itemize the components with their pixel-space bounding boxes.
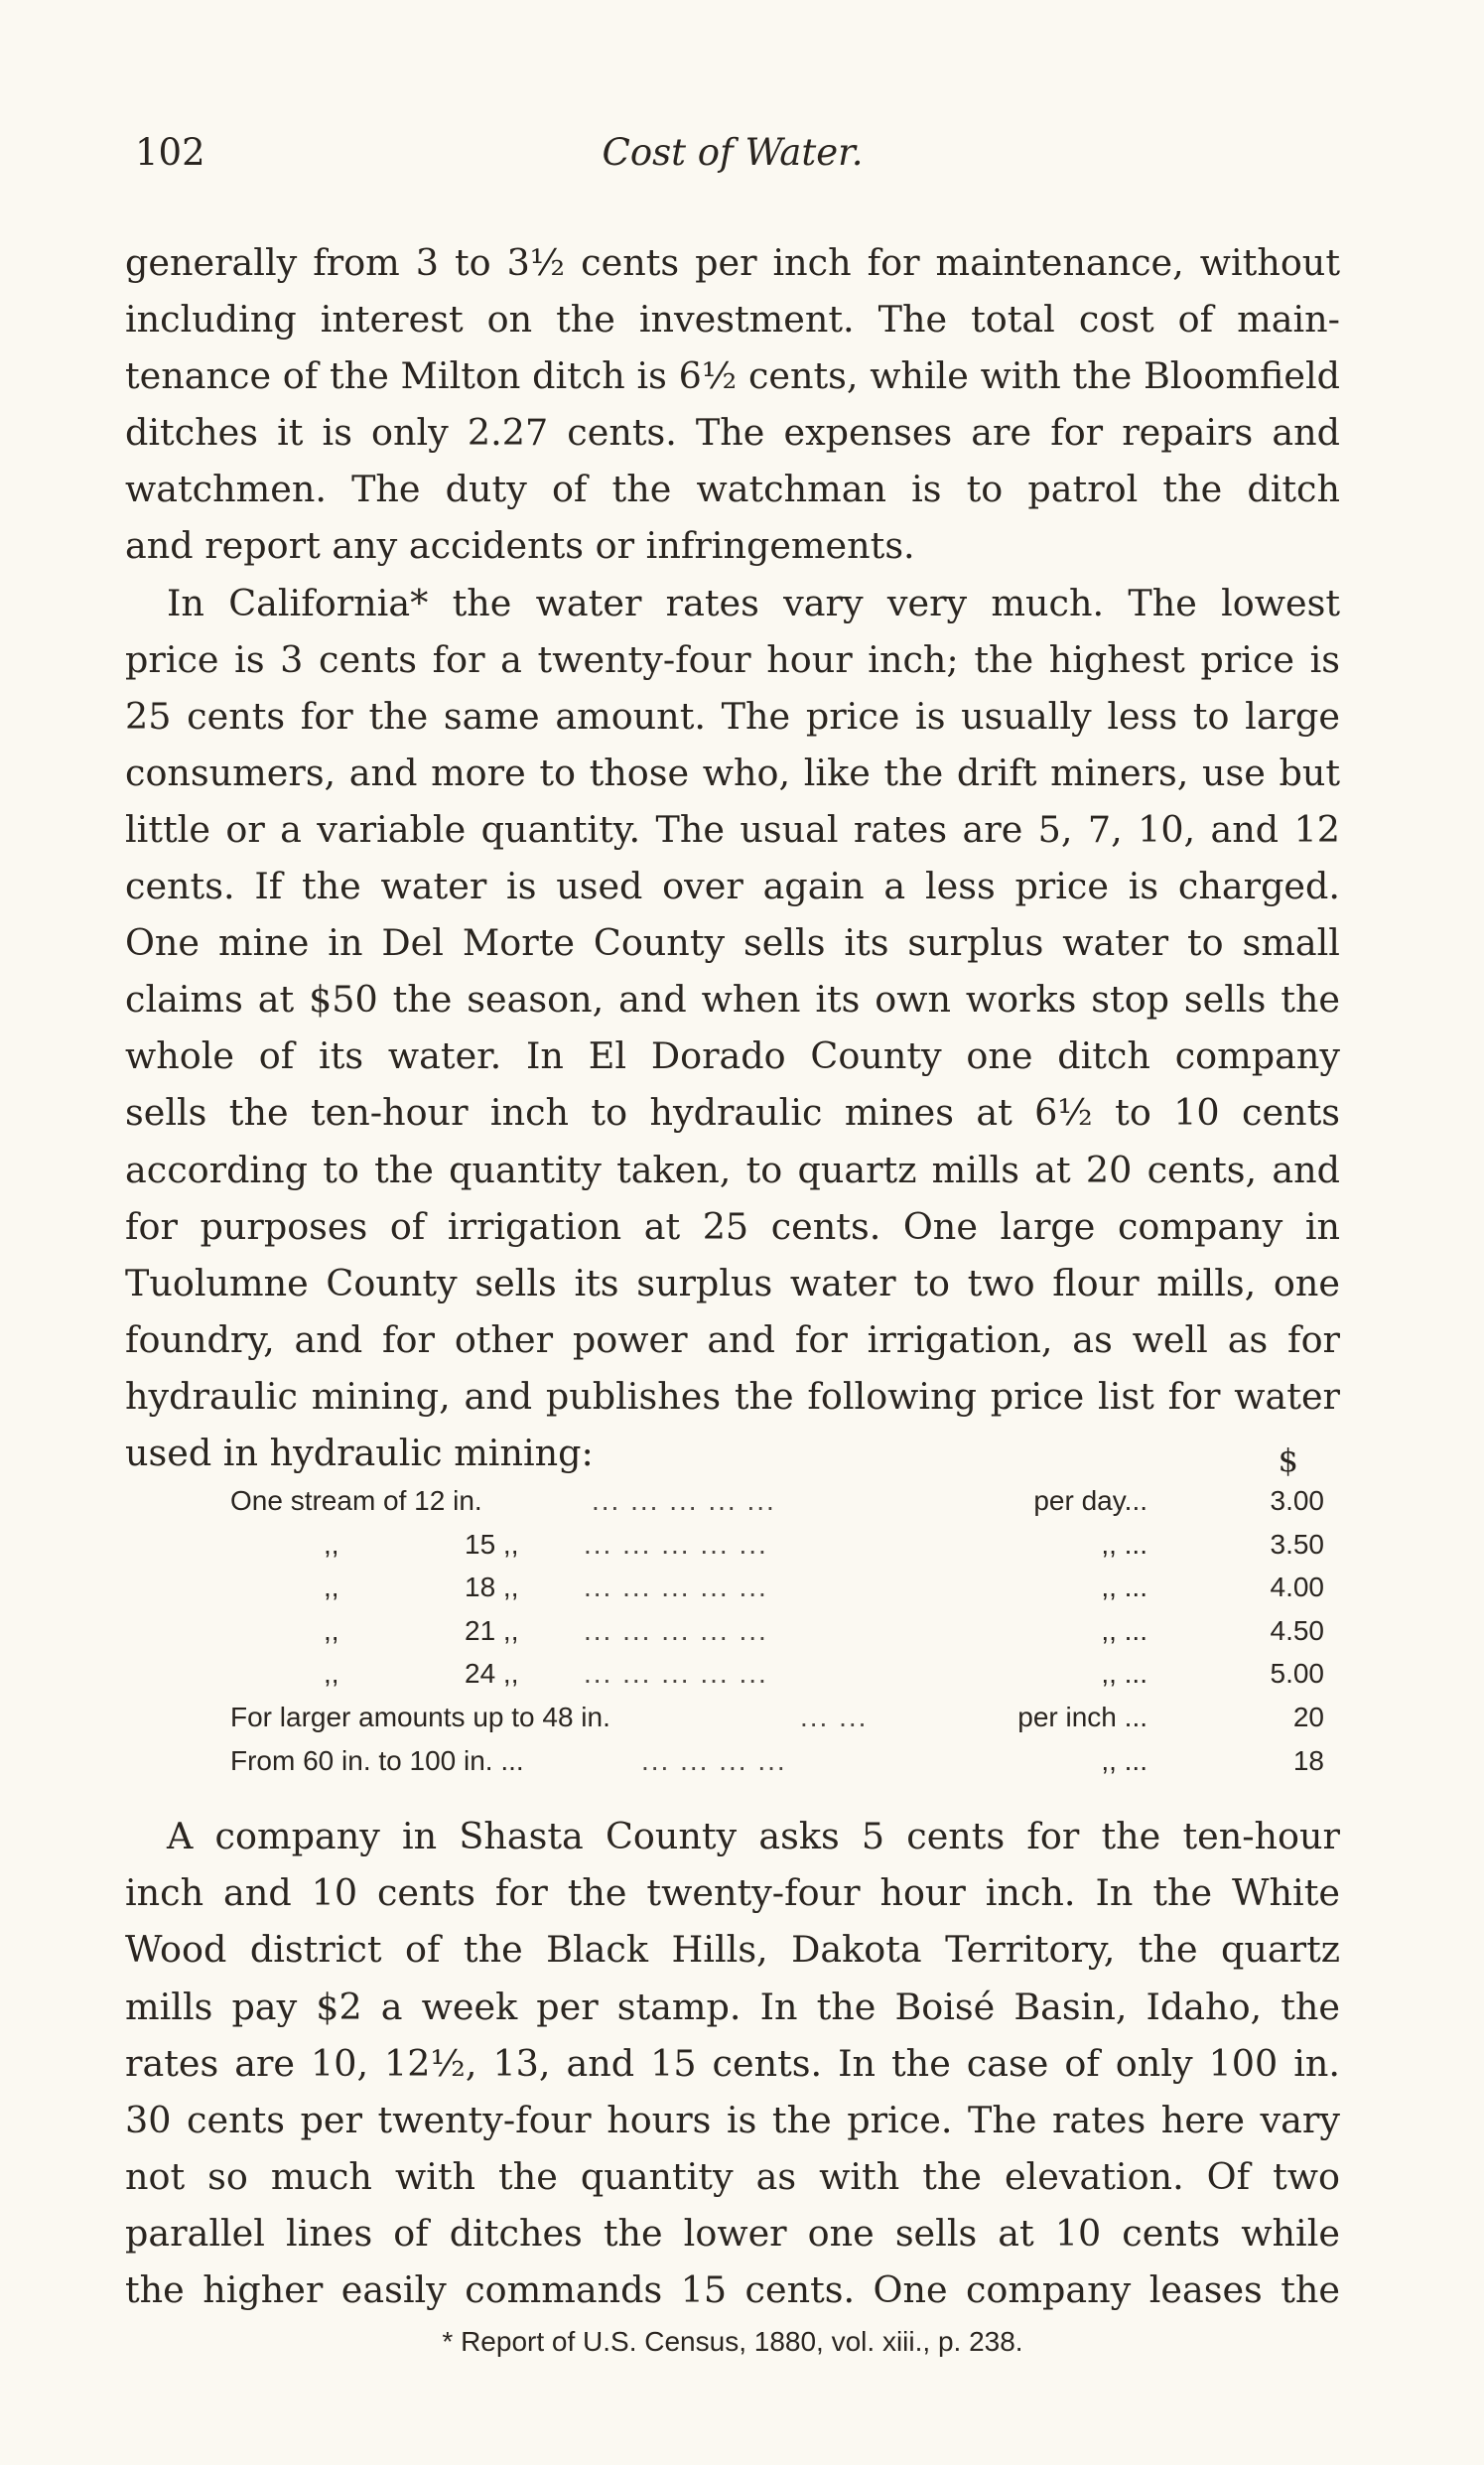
text-line: price is 3 cents for a twenty-four hour inch; the highest price is	[125, 637, 1340, 681]
row-description: From 60 in. to 100 in. ...	[230, 1744, 524, 1776]
row-rate: 3.00	[1270, 1485, 1324, 1517]
text-line: mills pay $2 a week per stamp. In the Boisé Basin, Idaho, the	[125, 1985, 1340, 2028]
body-text	[125, 234, 1340, 2358]
row-stream-size: 15 ,,	[465, 1528, 519, 1560]
book-page	[125, 119, 1340, 2358]
row-stream-size: 24 ,,	[465, 1658, 519, 1690]
text-line: the higher easily commands 15 cents. One company leases the	[125, 2267, 1340, 2311]
row-rate: 18	[1292, 1744, 1324, 1776]
row-leader-dots: ... ... ... ... ...	[584, 1572, 768, 1603]
row-ditto: ,,	[324, 1614, 339, 1646]
row-leader-dots: ... ... ... ... ...	[584, 1614, 768, 1646]
text-line: Wood district of the Black Hills, Dakota Territory, the quartz	[125, 1928, 1340, 1972]
row-leader-dots: ... ...	[800, 1702, 869, 1733]
text-line: sells the ten-hour inch to hydraulic mines at 6½ to 10 cents	[125, 1091, 1340, 1135]
text-line: used in hydraulic mining:	[125, 1431, 594, 1474]
price-row	[125, 1615, 1340, 1659]
row-rate: 4.50	[1270, 1614, 1324, 1646]
paragraph-maintenance	[125, 234, 1340, 575]
price-row	[125, 1485, 1340, 1529]
paragraph-california-rates	[125, 575, 1340, 1482]
text-line: inch and 10 cents for the twenty-four hour inch. In the White	[125, 1871, 1340, 1915]
text-line: In California* the water rates vary very much. The lowest	[167, 581, 1340, 624]
row-rate: 4.00	[1270, 1572, 1324, 1603]
text-line: tenance of the Milton ditch is 6½ cents, while with the Bloomfield	[125, 354, 1340, 398]
text-line: One mine in Del Morte County sells its surplus water to small	[125, 921, 1340, 965]
row-description: For larger amounts up to 48 in.	[230, 1702, 610, 1733]
text-line: generally from 3 to 3½ cents per inch for maintenance, without	[125, 241, 1340, 284]
footnote: * Report of U.S. Census, 1880, vol. xiii., p. 238.	[442, 2326, 1023, 2358]
row-leader-dots: ... ... ... ...	[641, 1744, 787, 1776]
text-line: claims at $50 the season, and when its own works stop sells the	[125, 978, 1340, 1022]
row-ditto: ,,	[324, 1658, 339, 1690]
row-unit: ,, ...	[1101, 1572, 1147, 1603]
text-line: hydraulic mining, and publishes the following price list for water	[125, 1374, 1340, 1418]
row-ditto: ,,	[324, 1572, 339, 1603]
text-line: rates are 10, 12½, 13, and 15 cents. In the case of only 100 in.	[125, 2041, 1340, 2085]
row-unit: per day...	[1033, 1485, 1147, 1517]
text-line: watchmen. The duty of the watchman is to patrol the ditch	[125, 468, 1340, 511]
text-line: ditches it is only 2.27 cents. The expenses are for repairs and	[125, 411, 1340, 455]
row-leader-dots: ... ... ... ... ...	[584, 1658, 768, 1690]
row-unit: per inch ...	[1017, 1702, 1147, 1733]
price-row	[125, 1658, 1340, 1702]
price-rows	[125, 1485, 1340, 1788]
text-line: little or a variable quantity. The usual rates are 5, 7, 10, and 12	[125, 807, 1340, 851]
price-row	[125, 1529, 1340, 1573]
text-line: whole of its water. In El Dorado County one ditch company	[125, 1034, 1340, 1078]
text-line: for purposes of irrigation at 25 cents. One large company in	[125, 1204, 1340, 1248]
page-number: 102	[135, 131, 205, 174]
row-rate: 20	[1292, 1702, 1324, 1733]
row-ditto: ,,	[324, 1528, 339, 1560]
row-unit: ,, ...	[1101, 1528, 1147, 1560]
text-line: and report any accidents or infringements.	[125, 524, 915, 568]
text-line: parallel lines of ditches the lower one sells at 10 cents while	[125, 2211, 1340, 2255]
text-line: Tuolumne County sells its surplus water to two flour mills, one	[125, 1261, 1340, 1304]
running-title: Cost of Water.	[602, 131, 864, 174]
text-line: cents. If the water is used over again a less price is charged.	[125, 865, 1340, 908]
row-stream-size: 18 ,,	[465, 1572, 519, 1603]
row-stream-size: 21 ,,	[465, 1614, 519, 1646]
paragraph-shasta	[125, 1808, 1340, 2318]
row-description: One stream of 12 in.	[230, 1485, 482, 1517]
text-line: consumers, and more to those who, like the drift miners, use but	[125, 751, 1340, 794]
text-line: 30 cents per twenty-four hours is the price. The rates here vary	[125, 2098, 1340, 2141]
text-line: foundry, and for other power and for irrigation, as well as for	[125, 1317, 1340, 1361]
row-rate: 5.00	[1270, 1658, 1324, 1690]
row-unit: ,, ...	[1101, 1658, 1147, 1690]
row-leader-dots: ... ... ... ... ...	[592, 1485, 776, 1517]
row-rate: 3.50	[1270, 1528, 1324, 1560]
text-line: A company in Shasta County asks 5 cents for the ten-hour	[167, 1815, 1340, 1858]
text-line: not so much with the quantity as with the elevation. Of two	[125, 2154, 1340, 2198]
row-unit: ,, ...	[1101, 1614, 1147, 1646]
text-line: 25 cents for the same amount. The price is usually less to large	[125, 694, 1340, 738]
price-row	[125, 1572, 1340, 1615]
row-leader-dots: ... ... ... ... ...	[584, 1528, 768, 1560]
price-row	[125, 1702, 1340, 1745]
row-unit: ,, ...	[1101, 1744, 1147, 1776]
price-row	[125, 1745, 1340, 1789]
currency-header: $	[1278, 1441, 1298, 1480]
text-line: according to the quantity taken, to quartz mills at 20 cents, and	[125, 1148, 1340, 1191]
running-head	[125, 119, 1340, 189]
text-line: including interest on the investment. The total cost of main-	[125, 298, 1340, 342]
